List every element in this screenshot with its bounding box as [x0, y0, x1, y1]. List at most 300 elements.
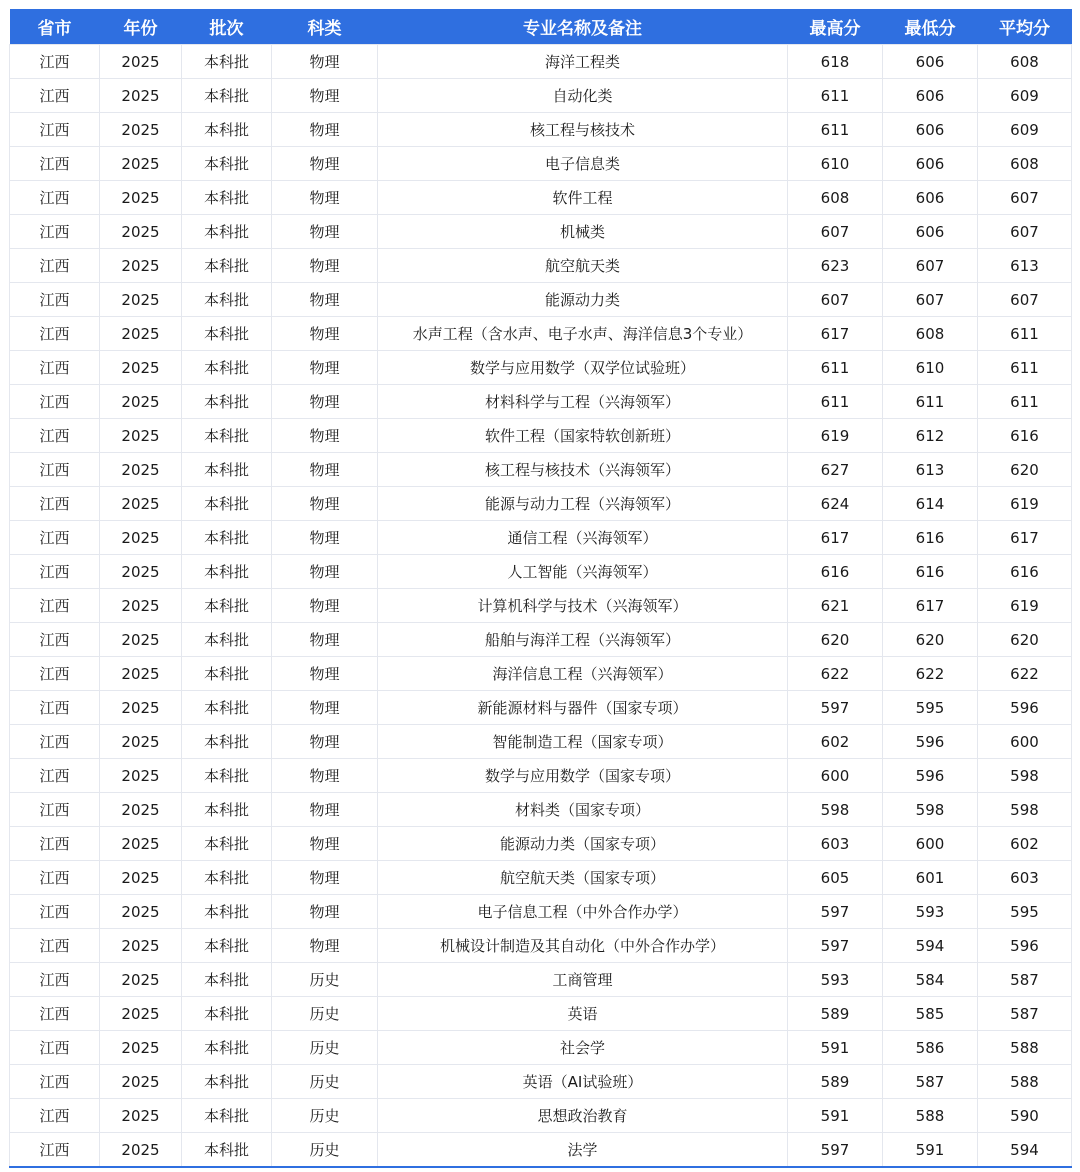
cell-avg-score: 590 [978, 1099, 1072, 1133]
cell-max-score: 617 [788, 317, 883, 351]
cell-major: 自动化类 [378, 79, 788, 113]
cell-avg-score: 620 [978, 623, 1072, 657]
table-row [10, 521, 1072, 555]
cell-avg-score: 602 [978, 827, 1072, 861]
cell-batch: 本科批 [182, 317, 272, 351]
cell-major: 船舶与海洋工程（兴海领军） [378, 623, 788, 657]
cell-min-score: 617 [883, 589, 978, 623]
cell-year: 2025 [100, 419, 182, 453]
cell-subject: 物理 [272, 181, 378, 215]
cell-max-score: 616 [788, 555, 883, 589]
cell-major: 电子信息类 [378, 147, 788, 181]
cell-province: 江西 [10, 759, 100, 793]
table-row [10, 555, 1072, 589]
cell-province: 江西 [10, 419, 100, 453]
cell-subject: 物理 [272, 419, 378, 453]
score-table-container [9, 9, 1071, 1168]
cell-max-score: 591 [788, 1031, 883, 1065]
table-body [10, 45, 1072, 1168]
cell-batch: 本科批 [182, 589, 272, 623]
cell-year: 2025 [100, 1031, 182, 1065]
cell-major: 能源动力类 [378, 283, 788, 317]
cell-subject: 物理 [272, 827, 378, 861]
cell-batch: 本科批 [182, 793, 272, 827]
table-row [10, 249, 1072, 283]
cell-subject: 物理 [272, 691, 378, 725]
cell-major: 材料类（国家专项） [378, 793, 788, 827]
cell-min-score: 606 [883, 215, 978, 249]
cell-avg-score: 611 [978, 317, 1072, 351]
cell-province: 江西 [10, 929, 100, 963]
cell-batch: 本科批 [182, 215, 272, 249]
cell-avg-score: 617 [978, 521, 1072, 555]
cell-year: 2025 [100, 759, 182, 793]
cell-min-score: 610 [883, 351, 978, 385]
cell-max-score: 623 [788, 249, 883, 283]
table-row [10, 487, 1072, 521]
cell-province: 江西 [10, 1133, 100, 1168]
cell-major: 智能制造工程（国家专项） [378, 725, 788, 759]
cell-year: 2025 [100, 589, 182, 623]
cell-province: 江西 [10, 487, 100, 521]
table-row [10, 283, 1072, 317]
cell-max-score: 611 [788, 79, 883, 113]
cell-subject: 物理 [272, 555, 378, 589]
cell-batch: 本科批 [182, 895, 272, 929]
cell-subject: 物理 [272, 147, 378, 181]
cell-subject: 物理 [272, 249, 378, 283]
cell-min-score: 606 [883, 181, 978, 215]
cell-avg-score: 598 [978, 759, 1072, 793]
cell-batch: 本科批 [182, 419, 272, 453]
cell-subject: 物理 [272, 215, 378, 249]
cell-major: 软件工程 [378, 181, 788, 215]
cell-max-score: 593 [788, 963, 883, 997]
table-row [10, 419, 1072, 453]
cell-min-score: 588 [883, 1099, 978, 1133]
cell-year: 2025 [100, 385, 182, 419]
cell-min-score: 608 [883, 317, 978, 351]
cell-province: 江西 [10, 79, 100, 113]
cell-year: 2025 [100, 1099, 182, 1133]
header-batch: 批次 [182, 9, 272, 45]
cell-province: 江西 [10, 861, 100, 895]
cell-min-score: 601 [883, 861, 978, 895]
cell-province: 江西 [10, 1031, 100, 1065]
cell-province: 江西 [10, 963, 100, 997]
cell-min-score: 596 [883, 725, 978, 759]
cell-batch: 本科批 [182, 385, 272, 419]
cell-subject: 物理 [272, 487, 378, 521]
cell-year: 2025 [100, 1133, 182, 1168]
cell-major: 电子信息工程（中外合作办学） [378, 895, 788, 929]
cell-avg-score: 607 [978, 215, 1072, 249]
cell-min-score: 614 [883, 487, 978, 521]
cell-max-score: 611 [788, 113, 883, 147]
table-row [10, 215, 1072, 249]
cell-major: 工商管理 [378, 963, 788, 997]
cell-province: 江西 [10, 317, 100, 351]
header-avg-score: 平均分 [978, 9, 1072, 45]
cell-major: 能源动力类（国家专项） [378, 827, 788, 861]
table-row [10, 793, 1072, 827]
cell-max-score: 627 [788, 453, 883, 487]
cell-min-score: 607 [883, 249, 978, 283]
cell-province: 江西 [10, 351, 100, 385]
cell-province: 江西 [10, 691, 100, 725]
cell-batch: 本科批 [182, 79, 272, 113]
cell-avg-score: 596 [978, 691, 1072, 725]
cell-major: 航空航天类（国家专项） [378, 861, 788, 895]
cell-min-score: 596 [883, 759, 978, 793]
cell-major: 核工程与核技术（兴海领军） [378, 453, 788, 487]
cell-avg-score: 595 [978, 895, 1072, 929]
cell-province: 江西 [10, 725, 100, 759]
cell-min-score: 606 [883, 147, 978, 181]
cell-province: 江西 [10, 147, 100, 181]
cell-subject: 物理 [272, 317, 378, 351]
cell-batch: 本科批 [182, 1031, 272, 1065]
table-row [10, 45, 1072, 79]
cell-subject: 物理 [272, 759, 378, 793]
cell-subject: 历史 [272, 1099, 378, 1133]
cell-max-score: 618 [788, 45, 883, 79]
table-row [10, 725, 1072, 759]
cell-max-score: 589 [788, 1065, 883, 1099]
cell-subject: 物理 [272, 283, 378, 317]
cell-batch: 本科批 [182, 725, 272, 759]
cell-subject: 物理 [272, 521, 378, 555]
cell-batch: 本科批 [182, 147, 272, 181]
cell-major: 人工智能（兴海领军） [378, 555, 788, 589]
cell-batch: 本科批 [182, 453, 272, 487]
cell-min-score: 606 [883, 113, 978, 147]
cell-max-score: 600 [788, 759, 883, 793]
cell-min-score: 606 [883, 79, 978, 113]
table-row [10, 1099, 1072, 1133]
header-subject: 科类 [272, 9, 378, 45]
cell-min-score: 594 [883, 929, 978, 963]
cell-major: 英语（AI试验班） [378, 1065, 788, 1099]
cell-min-score: 612 [883, 419, 978, 453]
table-row [10, 113, 1072, 147]
cell-subject: 物理 [272, 45, 378, 79]
cell-max-score: 597 [788, 691, 883, 725]
cell-batch: 本科批 [182, 521, 272, 555]
cell-province: 江西 [10, 181, 100, 215]
cell-subject: 历史 [272, 1065, 378, 1099]
cell-batch: 本科批 [182, 1133, 272, 1168]
cell-avg-score: 598 [978, 793, 1072, 827]
cell-major: 机械设计制造及其自动化（中外合作办学） [378, 929, 788, 963]
cell-year: 2025 [100, 215, 182, 249]
cell-min-score: 593 [883, 895, 978, 929]
cell-year: 2025 [100, 249, 182, 283]
cell-province: 江西 [10, 249, 100, 283]
cell-batch: 本科批 [182, 45, 272, 79]
cell-max-score: 621 [788, 589, 883, 623]
table-row [10, 623, 1072, 657]
cell-max-score: 611 [788, 351, 883, 385]
table-row [10, 861, 1072, 895]
cell-subject: 物理 [272, 385, 378, 419]
cell-batch: 本科批 [182, 1099, 272, 1133]
table-header [10, 9, 1072, 45]
header-year: 年份 [100, 9, 182, 45]
cell-batch: 本科批 [182, 997, 272, 1031]
cell-year: 2025 [100, 997, 182, 1031]
score-table [9, 9, 1072, 1168]
cell-max-score: 597 [788, 929, 883, 963]
cell-avg-score: 613 [978, 249, 1072, 283]
cell-subject: 物理 [272, 113, 378, 147]
cell-major: 通信工程（兴海领军） [378, 521, 788, 555]
cell-max-score: 611 [788, 385, 883, 419]
cell-major: 计算机科学与技术（兴海领军） [378, 589, 788, 623]
cell-max-score: 624 [788, 487, 883, 521]
cell-major: 海洋信息工程（兴海领军） [378, 657, 788, 691]
cell-major: 航空航天类 [378, 249, 788, 283]
cell-year: 2025 [100, 283, 182, 317]
cell-max-score: 598 [788, 793, 883, 827]
cell-year: 2025 [100, 317, 182, 351]
table-row [10, 351, 1072, 385]
cell-province: 江西 [10, 45, 100, 79]
table-row [10, 827, 1072, 861]
cell-major: 材料科学与工程（兴海领军） [378, 385, 788, 419]
cell-year: 2025 [100, 487, 182, 521]
cell-max-score: 607 [788, 283, 883, 317]
cell-province: 江西 [10, 453, 100, 487]
cell-avg-score: 616 [978, 419, 1072, 453]
cell-province: 江西 [10, 555, 100, 589]
cell-year: 2025 [100, 1065, 182, 1099]
cell-avg-score: 619 [978, 589, 1072, 623]
cell-subject: 历史 [272, 1133, 378, 1168]
cell-subject: 物理 [272, 351, 378, 385]
cell-avg-score: 596 [978, 929, 1072, 963]
cell-batch: 本科批 [182, 657, 272, 691]
cell-major: 数学与应用数学（双学位试验班） [378, 351, 788, 385]
cell-avg-score: 588 [978, 1031, 1072, 1065]
cell-major: 能源与动力工程（兴海领军） [378, 487, 788, 521]
cell-year: 2025 [100, 827, 182, 861]
cell-batch: 本科批 [182, 861, 272, 895]
cell-min-score: 585 [883, 997, 978, 1031]
cell-avg-score: 609 [978, 113, 1072, 147]
cell-min-score: 591 [883, 1133, 978, 1168]
table-row [10, 759, 1072, 793]
table-row [10, 691, 1072, 725]
cell-avg-score: 587 [978, 963, 1072, 997]
table-row [10, 181, 1072, 215]
cell-avg-score: 608 [978, 147, 1072, 181]
table-row [10, 147, 1072, 181]
cell-major: 新能源材料与器件（国家专项） [378, 691, 788, 725]
cell-subject: 物理 [272, 895, 378, 929]
cell-province: 江西 [10, 657, 100, 691]
cell-province: 江西 [10, 997, 100, 1031]
cell-year: 2025 [100, 521, 182, 555]
cell-avg-score: 607 [978, 181, 1072, 215]
cell-year: 2025 [100, 453, 182, 487]
cell-year: 2025 [100, 555, 182, 589]
table-row [10, 1133, 1072, 1168]
cell-avg-score: 611 [978, 385, 1072, 419]
cell-year: 2025 [100, 929, 182, 963]
cell-batch: 本科批 [182, 555, 272, 589]
cell-max-score: 605 [788, 861, 883, 895]
cell-major: 核工程与核技术 [378, 113, 788, 147]
cell-province: 江西 [10, 283, 100, 317]
cell-avg-score: 607 [978, 283, 1072, 317]
table-row [10, 1031, 1072, 1065]
cell-max-score: 597 [788, 1133, 883, 1168]
cell-avg-score: 588 [978, 1065, 1072, 1099]
cell-batch: 本科批 [182, 827, 272, 861]
cell-batch: 本科批 [182, 283, 272, 317]
cell-batch: 本科批 [182, 113, 272, 147]
cell-major: 数学与应用数学（国家专项） [378, 759, 788, 793]
cell-min-score: 620 [883, 623, 978, 657]
cell-subject: 历史 [272, 963, 378, 997]
cell-avg-score: 616 [978, 555, 1072, 589]
cell-subject: 历史 [272, 1031, 378, 1065]
cell-province: 江西 [10, 589, 100, 623]
cell-batch: 本科批 [182, 487, 272, 521]
cell-min-score: 616 [883, 555, 978, 589]
table-row [10, 657, 1072, 691]
cell-min-score: 616 [883, 521, 978, 555]
cell-year: 2025 [100, 793, 182, 827]
table-row [10, 895, 1072, 929]
cell-province: 江西 [10, 895, 100, 929]
cell-min-score: 587 [883, 1065, 978, 1099]
cell-avg-score: 587 [978, 997, 1072, 1031]
cell-province: 江西 [10, 623, 100, 657]
cell-subject: 历史 [272, 997, 378, 1031]
header-min-score: 最低分 [883, 9, 978, 45]
table-row [10, 589, 1072, 623]
cell-max-score: 591 [788, 1099, 883, 1133]
cell-subject: 物理 [272, 861, 378, 895]
cell-min-score: 611 [883, 385, 978, 419]
cell-major: 海洋工程类 [378, 45, 788, 79]
cell-max-score: 622 [788, 657, 883, 691]
cell-batch: 本科批 [182, 929, 272, 963]
table-row [10, 317, 1072, 351]
table-row [10, 385, 1072, 419]
table-row [10, 929, 1072, 963]
cell-year: 2025 [100, 895, 182, 929]
cell-major: 社会学 [378, 1031, 788, 1065]
cell-year: 2025 [100, 623, 182, 657]
cell-year: 2025 [100, 963, 182, 997]
cell-major: 水声工程（含水声、电子水声、海洋信息3个专业） [378, 317, 788, 351]
cell-avg-score: 600 [978, 725, 1072, 759]
cell-subject: 物理 [272, 79, 378, 113]
cell-subject: 物理 [272, 725, 378, 759]
cell-min-score: 586 [883, 1031, 978, 1065]
cell-subject: 物理 [272, 793, 378, 827]
cell-min-score: 622 [883, 657, 978, 691]
cell-year: 2025 [100, 861, 182, 895]
cell-subject: 物理 [272, 589, 378, 623]
cell-year: 2025 [100, 725, 182, 759]
cell-batch: 本科批 [182, 1065, 272, 1099]
cell-max-score: 619 [788, 419, 883, 453]
cell-max-score: 589 [788, 997, 883, 1031]
cell-max-score: 597 [788, 895, 883, 929]
header-province: 省市 [10, 9, 100, 45]
table-row [10, 453, 1072, 487]
cell-batch: 本科批 [182, 691, 272, 725]
cell-min-score: 598 [883, 793, 978, 827]
header-major: 专业名称及备注 [378, 9, 788, 45]
cell-min-score: 595 [883, 691, 978, 725]
cell-province: 江西 [10, 1099, 100, 1133]
cell-subject: 物理 [272, 657, 378, 691]
cell-avg-score: 608 [978, 45, 1072, 79]
cell-province: 江西 [10, 1065, 100, 1099]
cell-province: 江西 [10, 827, 100, 861]
cell-min-score: 600 [883, 827, 978, 861]
cell-max-score: 607 [788, 215, 883, 249]
cell-avg-score: 609 [978, 79, 1072, 113]
cell-year: 2025 [100, 691, 182, 725]
table-row [10, 997, 1072, 1031]
cell-max-score: 617 [788, 521, 883, 555]
cell-province: 江西 [10, 215, 100, 249]
cell-year: 2025 [100, 657, 182, 691]
cell-avg-score: 622 [978, 657, 1072, 691]
cell-year: 2025 [100, 79, 182, 113]
cell-major: 法学 [378, 1133, 788, 1168]
cell-year: 2025 [100, 147, 182, 181]
cell-avg-score: 594 [978, 1133, 1072, 1168]
cell-subject: 物理 [272, 453, 378, 487]
cell-year: 2025 [100, 351, 182, 385]
table-row [10, 1065, 1072, 1099]
cell-subject: 物理 [272, 623, 378, 657]
cell-subject: 物理 [272, 929, 378, 963]
cell-batch: 本科批 [182, 249, 272, 283]
cell-major: 软件工程（国家特软创新班） [378, 419, 788, 453]
cell-year: 2025 [100, 181, 182, 215]
cell-batch: 本科批 [182, 623, 272, 657]
cell-avg-score: 620 [978, 453, 1072, 487]
cell-major: 思想政治教育 [378, 1099, 788, 1133]
cell-min-score: 584 [883, 963, 978, 997]
cell-avg-score: 619 [978, 487, 1072, 521]
cell-avg-score: 611 [978, 351, 1072, 385]
cell-province: 江西 [10, 385, 100, 419]
header-row [10, 9, 1072, 45]
table-row [10, 79, 1072, 113]
header-max-score: 最高分 [788, 9, 883, 45]
cell-min-score: 607 [883, 283, 978, 317]
cell-batch: 本科批 [182, 351, 272, 385]
cell-province: 江西 [10, 113, 100, 147]
cell-max-score: 603 [788, 827, 883, 861]
cell-major: 机械类 [378, 215, 788, 249]
cell-year: 2025 [100, 113, 182, 147]
cell-major: 英语 [378, 997, 788, 1031]
cell-max-score: 610 [788, 147, 883, 181]
cell-min-score: 613 [883, 453, 978, 487]
cell-year: 2025 [100, 45, 182, 79]
table-row [10, 963, 1072, 997]
